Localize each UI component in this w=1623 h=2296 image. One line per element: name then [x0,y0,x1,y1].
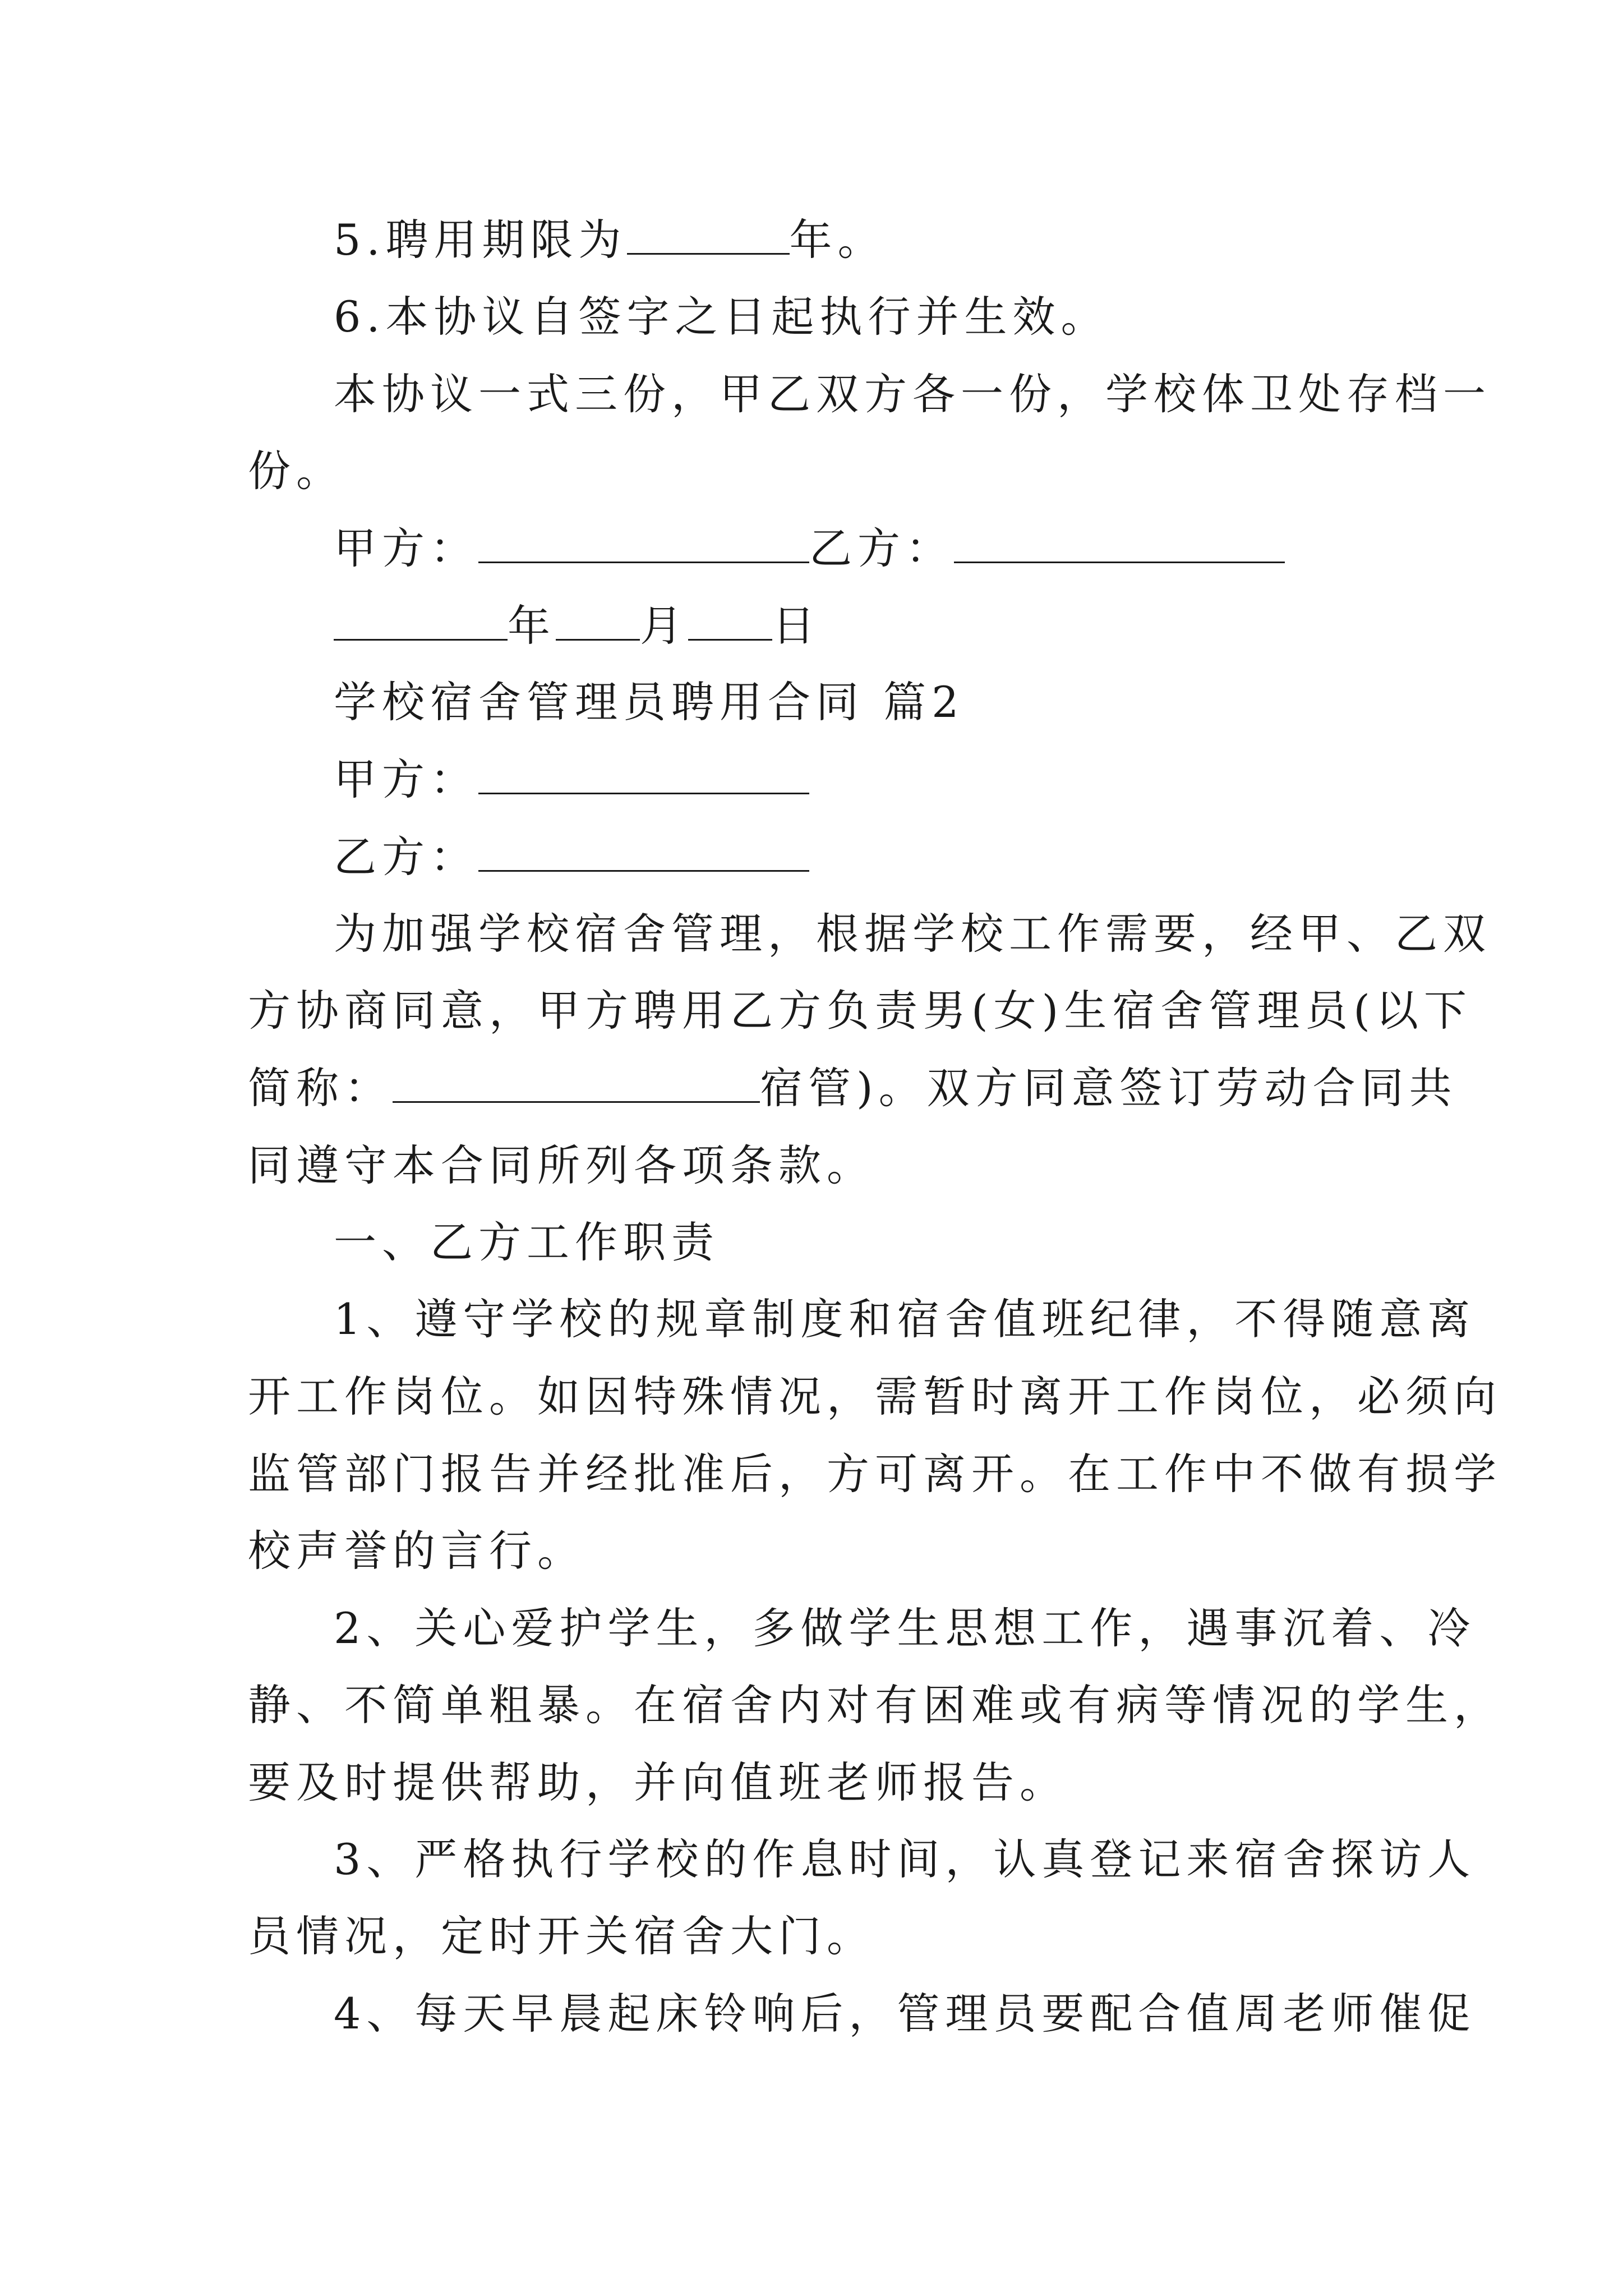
duty-1-line-1: 1、遵守学校的规章制度和宿舍值班纪律，不得随意离 [334,1294,1476,1344]
section-title: 学校宿舍管理员聘用合同 篇2 [334,677,965,727]
intro-line-3-prefix: 简称： [248,1063,393,1113]
sign-party-b-blank [954,522,1285,563]
copies-line-2: 份。 [248,446,344,496]
date-day-blank [688,600,772,641]
duty-4-line-1: 4、每天早晨起床铃响后，管理员要配合值周老师催促 [334,1989,1476,2039]
date-year-label: 年 [508,601,556,651]
sign-party-a-label: 甲方： [334,523,478,573]
date-line [334,598,820,654]
duty-2-line-3: 要及时提供帮助，并向值班老师报告。 [248,1757,1068,1807]
date-month-blank [556,600,640,641]
abbreviation-blank [393,1062,760,1103]
item-5-suffix: 年。 [789,215,886,265]
date-day-label: 日 [772,601,820,651]
item-6-line: 6.本协议自签字之日起执行并生效。 [334,292,1109,342]
copies-line-1: 本协议一式三份，甲乙双方各一份，学校体卫处存档一 [334,369,1491,419]
sign-party-a-blank [478,522,809,563]
party-b-blank [478,831,809,872]
date-year-blank [334,600,508,641]
item-5-line [334,212,886,268]
duty-1-line-2: 开工作岗位。如因特殊情况，需暂时离开工作岗位，必须向 [248,1372,1502,1421]
intro-line-3 [248,1060,1458,1116]
item-5-prefix: 5.聘用期限为 [334,215,627,265]
party-b-line [334,829,809,885]
intro-line-3-suffix: 宿管)。双方同意签订劳动合同共 [760,1063,1458,1113]
duty-3-line-2: 员情况，定时开关宿舍大门。 [248,1911,875,1961]
term-years-blank [627,214,790,255]
intro-line-2: 方协商同意，甲方聘用乙方负责男(女)生宿舍管理员(以下 [248,986,1472,1036]
party-a-blank [478,753,809,794]
party-a-line [334,752,809,808]
duty-1-line-4: 校声誉的言行。 [248,1526,585,1576]
duty-2-line-2: 静、不简单粗暴。在宿舍内对有困难或有病等情况的学生， [248,1680,1502,1730]
duty-2-line-1: 2、关心爱护学生，多做学生思想工作，遇事沉着、冷 [334,1603,1476,1653]
duty-3-line-1: 3、严格执行学校的作息时间，认真登记来宿舍探访人 [334,1834,1476,1884]
intro-line-4: 同遵守本合同所列各项条款。 [248,1140,875,1190]
duties-heading: 一、乙方工作职责 [334,1217,720,1267]
date-month-label: 月 [640,601,688,651]
sign-party-b-label: 乙方： [809,523,954,573]
party-a-label: 甲方： [334,754,478,804]
party-b-label: 乙方： [334,832,478,882]
signature-line [334,521,1285,577]
duty-1-line-3: 监管部门报告并经批准后，方可离开。在工作中不做有损学 [248,1449,1502,1499]
intro-line-1: 为加强学校宿舍管理，根据学校工作需要，经甲、乙双 [334,909,1491,959]
